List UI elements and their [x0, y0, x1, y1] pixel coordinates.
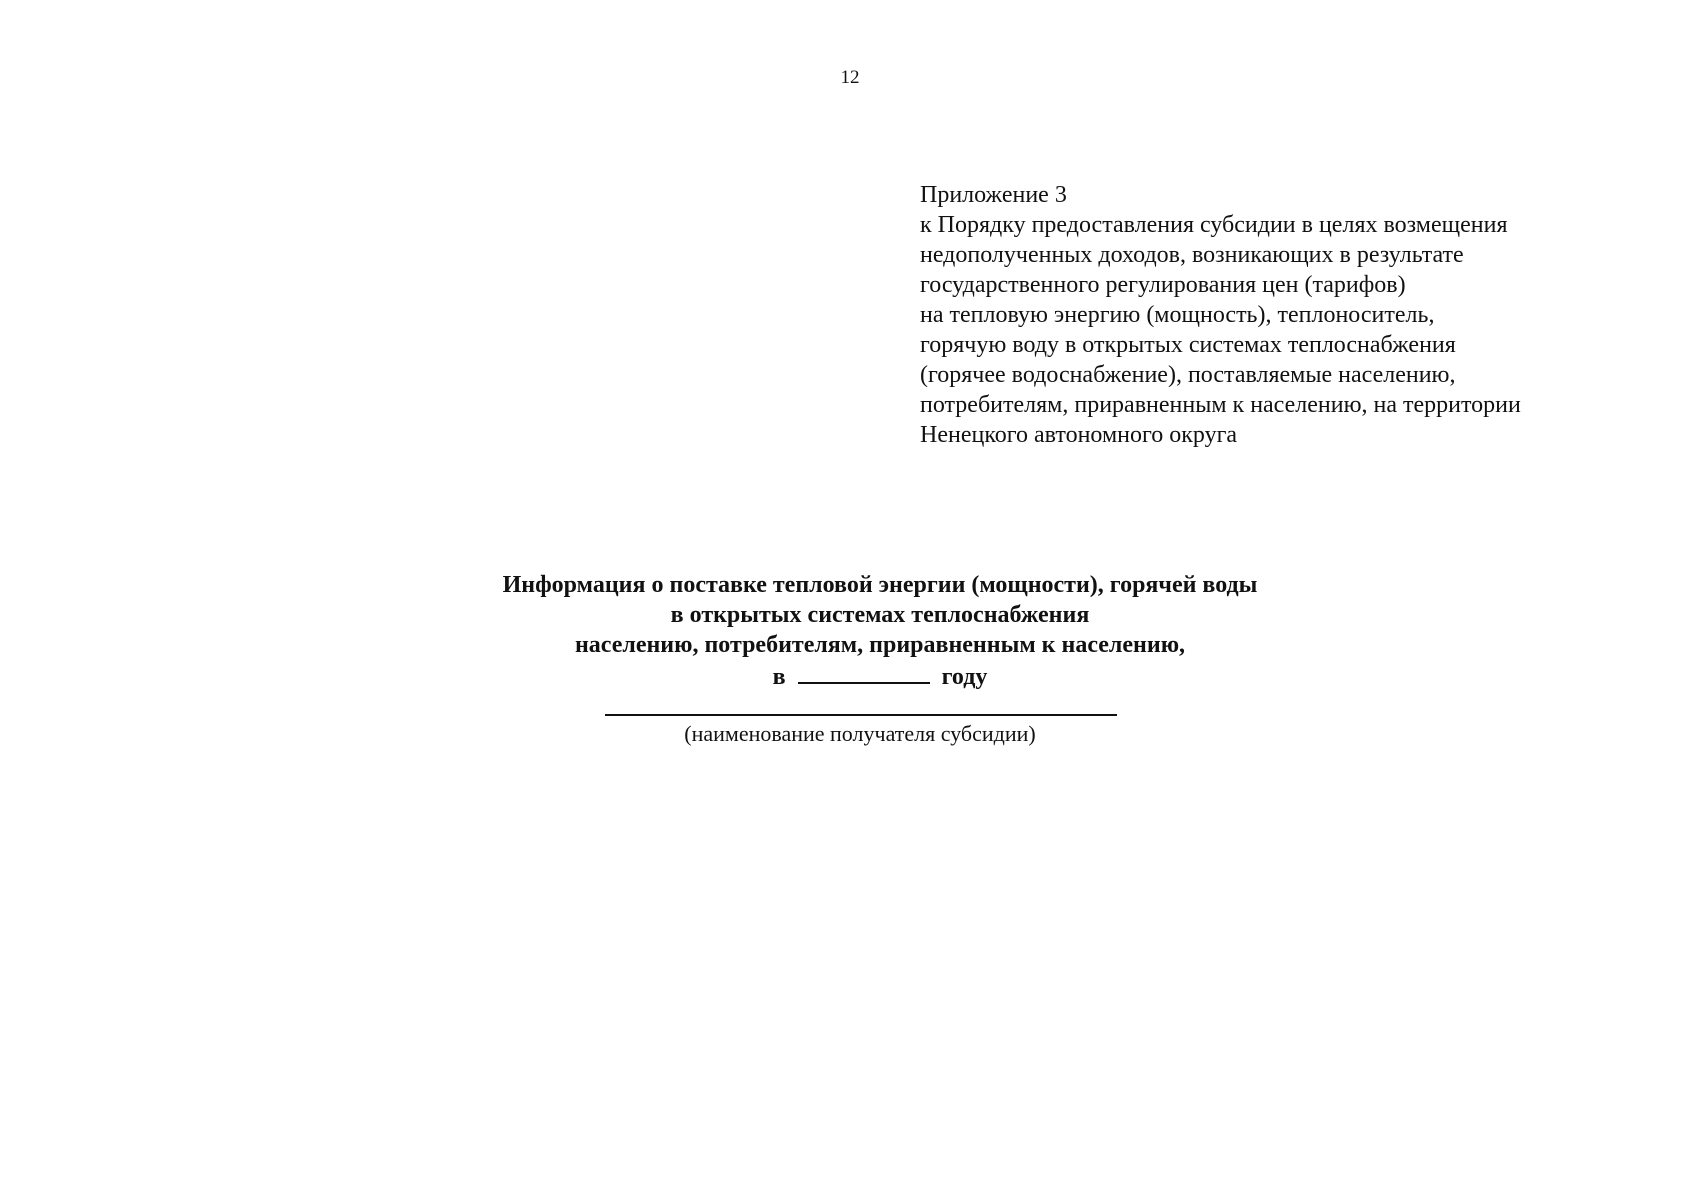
appendix-line: потребителям, приравненным к населению, на территории — [920, 392, 1521, 418]
year-prefix: в — [772, 664, 786, 690]
heading-line: населению, потребителям, приравненным к населению, — [574, 632, 1186, 658]
appendix-line: Ненецкого автономного округа — [920, 422, 1238, 448]
heading-line: в открытых системах теплоснабжения — [670, 602, 1090, 628]
recipient-caption: (наименование получателя субсидии) — [684, 721, 1036, 746]
heading-line: Информация о поставке тепловой энергии (мощности), горячей воды — [502, 572, 1258, 598]
heading-year-line — [380, 660, 1380, 692]
year-blank-field — [798, 660, 930, 684]
document-heading — [380, 570, 1380, 692]
appendix-line: к Порядку предоставления субсидии в целях возмещения — [920, 212, 1508, 238]
recipient-name-blank-line — [605, 714, 1117, 716]
appendix-line: государственного регулирования цен (тарифов) — [920, 272, 1406, 298]
year-suffix: году — [941, 664, 988, 690]
appendix-line: недополученных доходов, возникающих в результате — [920, 242, 1464, 268]
appendix-line: (горячее водоснабжение), поставляемые населению, — [920, 362, 1456, 388]
page-number: 12 — [840, 67, 860, 88]
appendix-line: на тепловую энергию (мощность), теплоноситель, — [920, 302, 1435, 328]
appendix-title: Приложение 3 — [920, 182, 1067, 208]
appendix-line: горячую воду в открытых системах теплоснабжения — [920, 332, 1456, 358]
appendix-block — [920, 180, 1640, 450]
